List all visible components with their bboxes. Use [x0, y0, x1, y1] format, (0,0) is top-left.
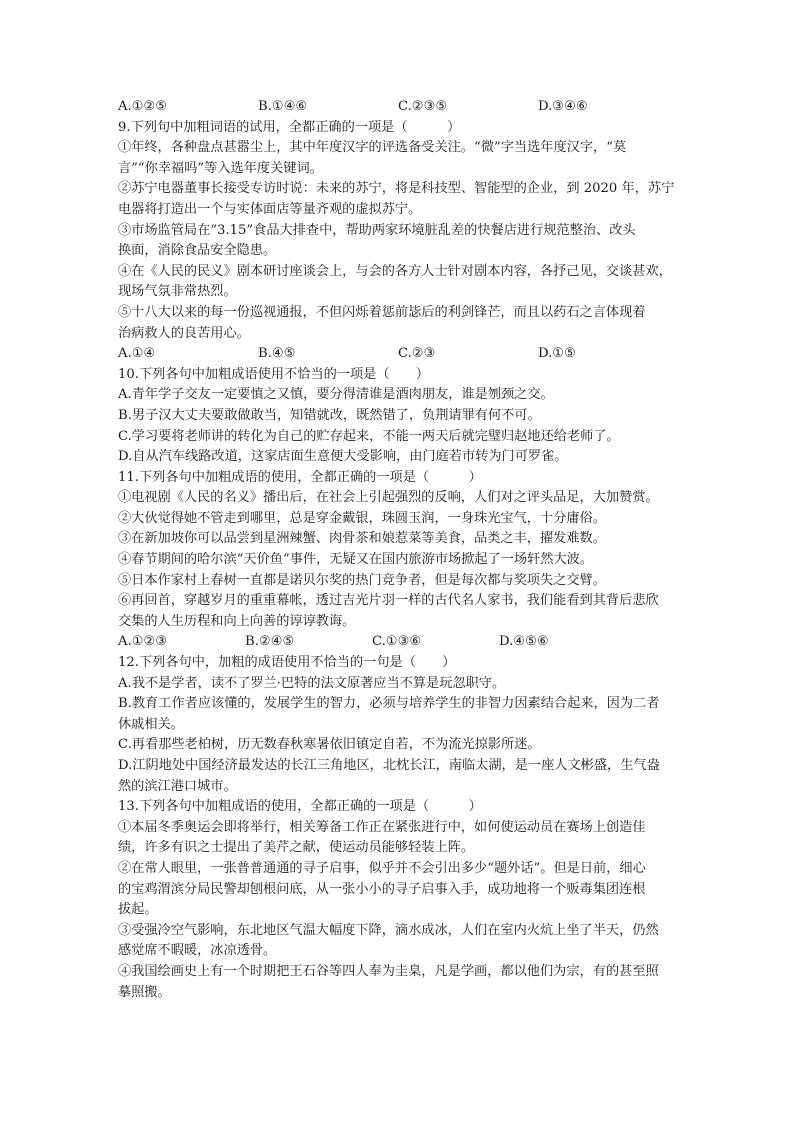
q8-option-a: A.①②⑤ — [118, 99, 168, 114]
q9-stem: 9.下列句中加粗词语的试用，全都正确的一项是（ ） — [118, 119, 461, 135]
q13-line: ③受强冷空气影响，东北地区气温大幅度下降，滴水成冰，人们在室内火炕上坐了半天，仍然 — [118, 922, 659, 938]
q11-line: 交集的人生历程和向上向善的谆谆教诲。 — [118, 613, 356, 629]
q11-options — [118, 632, 678, 653]
q10-option: C.学习要将老师讲的转化为自己的贮存起来，不能一两天后就完璧归赵地还给老师了。 — [118, 428, 620, 444]
q9-option-a: A.①④ — [118, 346, 156, 362]
q8-options — [118, 97, 678, 118]
q11-line: ①电视剧《人民的名义》播出后，在社会上引起强烈的反响，人们对之评头品足，大加赞赏。 — [118, 490, 659, 506]
q11-line: ④春节期间的哈尔滨“天价鱼”事件，无疑又在国内旅游市场掀起了一场轩然大波。 — [118, 552, 594, 568]
q9-option-c: C.②③ — [398, 346, 436, 362]
q12-option: 然的滨江港口城市。 — [118, 778, 237, 794]
q13-line: 的宝鸡渭滨分局民警却刨根问底，从一张小小的寻子启事入手，成功地将一个贩毒集团连根 — [118, 881, 646, 897]
q13-line: ④我国绘画史上有一个时期把王石谷等四人奉为圭臬，凡是学画，都以他们为宗，有的甚至照 — [118, 963, 659, 979]
q13-line: 拔起。 — [118, 902, 158, 918]
question-10 — [118, 365, 678, 468]
q13-line: 摹照搬。 — [118, 984, 171, 1000]
q8-option-b: B.①④⑥ — [258, 99, 308, 114]
q9-line: ③市场监管局在“3.15”食品大排查中，帮助两家环境脏乱差的快餐店进行规范整治、改头 — [118, 222, 636, 238]
q10-stem: 10.下列各句中加粗成语使用不恰当的一项是（ ） — [118, 366, 430, 382]
q11-line: ⑤日本作家村上春树一直都是诺贝尔奖的热门竞争者，但是每次都与奖项失之交臂。 — [118, 572, 606, 588]
q12-stem: 12.下列各句中，加粗的成语使用不恰当的一句是（ ） — [118, 655, 456, 671]
q13-line: ①本届冬季奥运会即将举行，相关筹备工作正在紧张进行中，如何使运动员在赛场上创造佳 — [118, 819, 646, 835]
q13-line: 感觉席不暇暖，冰凉透骨。 — [118, 943, 277, 959]
q9-line: 言”“你幸福吗”等入选年度关键词。 — [118, 160, 323, 176]
q10-option: A.青年学子交友一定要慎之又慎，要分得清谁是酒肉朋友，谁是刎颈之交。 — [118, 387, 554, 403]
q12-option: C.再看那些老柏树，历无数春秋寒暑依旧镇定自若，不为流光掠影所迷。 — [118, 737, 541, 753]
q11-stem: 11.下列各句中加粗成语的使用，全都正确的一项是（ ） — [118, 469, 482, 485]
q9-line: ①年终，各种盘点甚嚣尘上，其中年度汉字的评选备受关注。“微”字当选年度汉字，“莫 — [118, 140, 627, 156]
q8-option-c: C.②③⑤ — [398, 99, 448, 114]
q9-line: 现场气氛非常热烈。 — [118, 284, 237, 300]
q9-line: 治病救人的良苦用心。 — [118, 325, 250, 341]
q9-line: ⑤十八大以来的每一份巡视通报，不但闪烁着惩前毖后的利剑锋芒，而且以药石之言体现着 — [118, 304, 646, 320]
q11-option-d: D.④⑤⑥ — [499, 634, 549, 650]
q12-option: 休戚相关。 — [118, 716, 184, 732]
q9-options — [118, 344, 678, 365]
question-9 — [118, 118, 678, 365]
q12-option: B.教育工作者应该懂的，发展学生的智力，必须与培养学生的非智力因素结合起来，因为二者 — [118, 696, 660, 712]
q11-option-a: A.①②③ — [118, 634, 168, 650]
question-12 — [118, 653, 678, 797]
q11-option-c: C.①③⑥ — [372, 634, 422, 650]
exam-page — [118, 97, 678, 1003]
q13-line: 绩，许多有识之士提出了美芹之献，使运动员能够轻装上阵。 — [118, 840, 475, 856]
q9-option-d: D.①⑤ — [538, 346, 576, 362]
q8-option-d: D.③④⑥ — [538, 99, 588, 114]
q13-line: ②在常人眼里，一张普普通通的寻子启事，似乎并不会引出多少“题外话”。但是日前，细心 — [118, 860, 646, 876]
q10-option: B.男子汉大丈夫要敢做敢当，知错就改，既然错了，负荆请罪有何不可。 — [118, 407, 541, 423]
q10-option: D.自从汽车线路改道，这家店面生意便大受影响，由门庭若市转为门可罗雀。 — [118, 449, 568, 465]
q11-line: ⑥再回首，穿越岁月的重重幕帐，透过吉光片羽一样的古代名人家书，我们能看到其背后悲欣 — [118, 593, 659, 609]
q9-option-b: B.④⑤ — [258, 346, 296, 362]
q13-stem: 13.下列各句中加粗成语的使用，全都正确的一项是（ ） — [118, 799, 482, 815]
q9-line: ④在《人民的民义》剧本研讨座谈会上，与会的各方人士针对剧本内容，各抒己见，交谈甚欢， — [118, 263, 672, 279]
q11-option-b: B.②④⑤ — [245, 634, 295, 650]
q11-line: ③在新加坡你可以品尝到星洲辣蟹、肉骨茶和娘惹菜等美食，品类之丰，擢发难数。 — [118, 531, 606, 547]
q9-line: 电器将打造出一个与实体面店等量齐观的虚拟苏宁。 — [118, 201, 422, 217]
q9-line: ②苏宁电器董事长接受专访时说：未来的苏宁，将是科技型、智能型的企业，到 2020 年，苏宁 — [118, 181, 675, 197]
q12-option: A.我不是学者，读不了罗兰·巴特的法文原著应当不算是玩忽职守。 — [118, 675, 506, 691]
q9-line: 换面，消除食品安全隐患。 — [118, 243, 277, 259]
q11-line: ②大伙觉得她不管走到哪里，总是穿金戴银，珠圆玉润，一身珠光宝气，十分庸俗。 — [118, 510, 606, 526]
question-11 — [118, 468, 678, 653]
q12-option: D.江阴地处中国经济最发达的长江三角地区，北枕长江，南临太湖，是一座人文彬盛，生气盎 — [118, 758, 660, 773]
question-13 — [118, 797, 678, 1003]
